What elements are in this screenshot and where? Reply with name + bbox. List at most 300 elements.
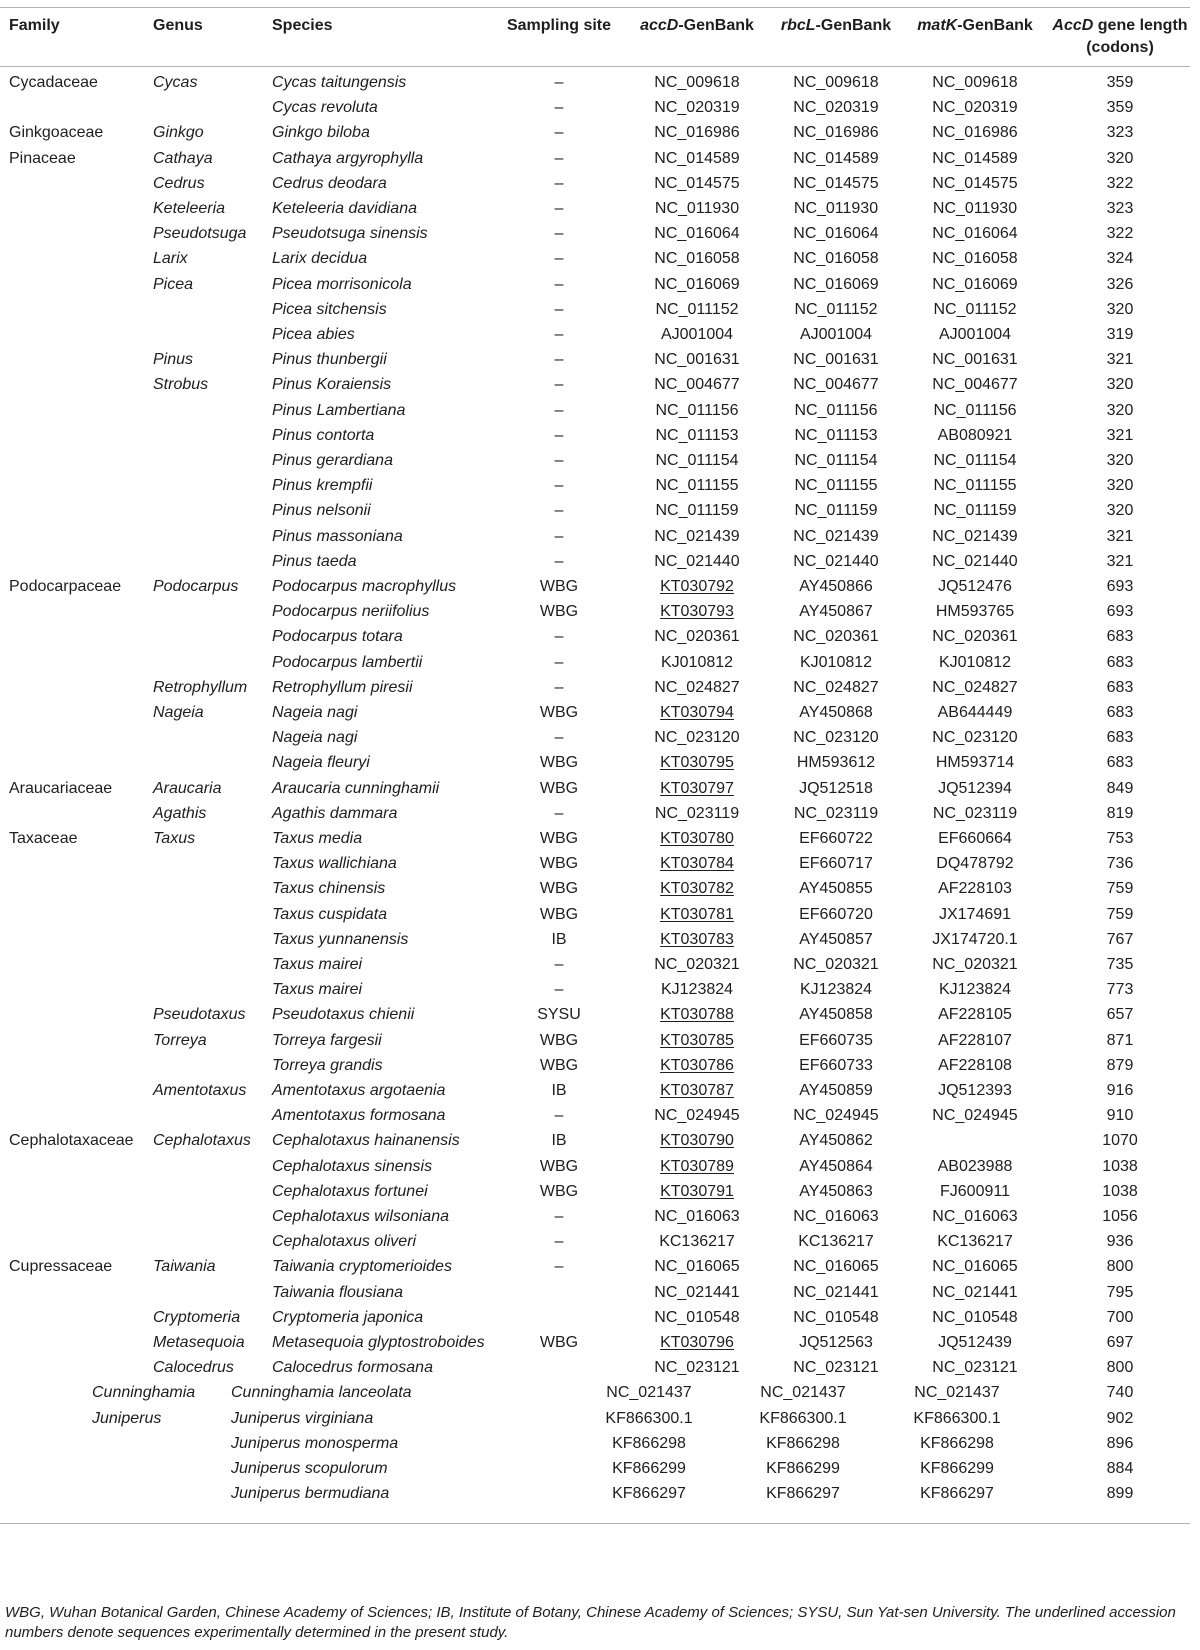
sampling-site-cell: IB (551, 1132, 567, 1150)
accd-accession-cell: NC_016069 (654, 275, 740, 293)
sampling-site-cell: – (554, 502, 564, 520)
rbcl-accession-cell: AY450859 (799, 1082, 873, 1099)
matk-accession-cell: JQ512439 (938, 1334, 1012, 1351)
accd-accession-cell: NC_011155 (655, 477, 739, 495)
accd-accession-cell: KF866299 (612, 1460, 686, 1477)
table-row (0, 826, 1190, 853)
species-cell: Pinus thunbergii (272, 351, 387, 369)
table-row (0, 1229, 1190, 1256)
sampling-site-cell: – (554, 628, 564, 646)
species-cell: Cryptomeria japonica (272, 1308, 424, 1326)
sampling-site-cell: – (554, 174, 564, 192)
table-row (0, 1305, 1190, 1332)
species-cell: Pinus taeda (272, 552, 357, 570)
accd-accession-cell: KF866298 (612, 1434, 686, 1452)
species-cell: Cycas taitungensis (272, 74, 407, 91)
family-cell: Cycadaceae (9, 74, 98, 91)
header-matk-genbank (901, 15, 1049, 36)
accd-accession-cell: KT030780 (660, 830, 734, 847)
header-gene-length-text: gene length (1093, 17, 1188, 34)
matk-accession-cell: NC_009618 (932, 74, 1018, 91)
gene-length-cell: 321 (1106, 351, 1134, 369)
gene-length-cell: 359 (1106, 74, 1134, 91)
sampling-site-cell: WBG (539, 779, 579, 797)
matk-accession-cell: KJ123824 (938, 981, 1012, 999)
table-row (0, 1355, 1190, 1382)
gene-length-cell: 657 (1106, 1006, 1134, 1024)
table-row (0, 1431, 1190, 1458)
sampling-site-cell: WBG (539, 704, 579, 721)
genus-cell: Araucaria (153, 779, 222, 797)
gene-length-cell: 819 (1106, 804, 1134, 822)
rbcl-accession-cell: NC_016986 (793, 124, 879, 142)
species-cell: Podocarpus totara (272, 628, 403, 646)
rbcl-accession-cell: EF660722 (799, 830, 873, 847)
accd-accession-cell: NC_011153 (655, 426, 739, 444)
species-cell: Juniperus virginiana (231, 1409, 374, 1427)
table-row (0, 398, 1190, 425)
gene-length-cell: 693 (1106, 578, 1134, 595)
matk-accession-cell: JX174720.1 (932, 930, 1018, 948)
genus-cell: Taxus (153, 830, 196, 847)
accd-accession-cell: NC_011152 (655, 300, 739, 318)
gene-length-cell: 773 (1106, 981, 1134, 999)
species-cell: Pinus krempfii (272, 477, 373, 495)
rbcl-accession-cell: NC_010548 (793, 1308, 879, 1326)
species-cell: Metasequoia glyptostroboides (272, 1334, 485, 1351)
rbcl-accession-cell: AY450855 (799, 880, 873, 898)
matk-accession-cell: AF228108 (938, 1056, 1012, 1074)
sampling-site-cell: – (554, 678, 564, 696)
table-row (0, 372, 1190, 399)
species-cell: Pinus nelsonii (272, 502, 371, 520)
gene-length-cell: 884 (1106, 1460, 1134, 1477)
table-row (0, 776, 1190, 803)
matk-accession-cell: NC_016065 (932, 1258, 1018, 1276)
gene-length-cell: 321 (1106, 552, 1134, 570)
table-row (0, 549, 1190, 576)
genus-cell: Larix (153, 250, 188, 268)
gene-length-cell: 683 (1106, 653, 1134, 671)
matk-accession-cell: HM593714 (935, 754, 1015, 772)
accd-accession-cell: KT030793 (660, 603, 734, 621)
table-row (0, 700, 1190, 727)
table-row (0, 1154, 1190, 1181)
genus-cell: Cathaya (153, 149, 213, 167)
sampling-site-cell: – (554, 1107, 564, 1125)
table-row (0, 952, 1190, 979)
table-row (0, 1103, 1190, 1130)
rbcl-accession-cell: HM593612 (796, 754, 876, 772)
matk-accession-cell: NC_016986 (932, 124, 1018, 142)
table-row (0, 448, 1190, 475)
species-cell: Cedrus deodara (272, 174, 387, 192)
gene-length-cell: 767 (1106, 930, 1134, 948)
sampling-site-cell: IB (551, 1082, 567, 1099)
gene-length-cell: 1056 (1102, 1208, 1138, 1225)
gene-length-cell: 795 (1106, 1283, 1134, 1301)
table-row (0, 876, 1190, 903)
sampling-site-cell: – (554, 804, 564, 822)
accd-accession-cell: KT030785 (660, 1031, 734, 1049)
species-cell: Cunninghamia lanceolata (231, 1384, 412, 1402)
gene-length-cell: 320 (1106, 300, 1134, 318)
gene-length-cell: 324 (1106, 250, 1134, 268)
top-rule (0, 7, 1190, 8)
accd-accession-cell: KT030781 (660, 905, 734, 923)
matk-accession-cell: AJ001004 (938, 326, 1012, 343)
gene-length-cell: 683 (1106, 704, 1134, 721)
table-footnote: WBG, Wuhan Botanical Garden, Chinese Academy of Sciences; IB, Institute of Botany, Chinese Academy of Sciences; SYSU, Sun Yat-sen University. The underlined accession numbers denote sequences experimentally determined in the present study. (5, 1604, 1176, 1641)
matk-accession-cell: NC_021437 (914, 1384, 1000, 1402)
species-cell: Taxus mairei (272, 981, 363, 999)
genus-cell: Cycas (153, 74, 198, 91)
gene-length-cell: 849 (1106, 779, 1134, 797)
rbcl-accession-cell: NC_024827 (793, 678, 879, 696)
genus-cell: Nageia (153, 704, 204, 721)
matk-accession-cell: JX174691 (938, 905, 1012, 923)
matk-accession-cell: JQ512476 (938, 578, 1012, 595)
matk-accession-cell: NC_021441 (932, 1283, 1018, 1301)
sampling-site-cell: WBG (539, 830, 579, 847)
rbcl-accession-cell: NC_001631 (793, 351, 879, 369)
table-row (0, 95, 1190, 122)
species-cell: Juniperus scopulorum (231, 1460, 388, 1477)
species-cell: Pinus massoniana (272, 527, 403, 545)
table-row (0, 1028, 1190, 1055)
matk-accession-cell: NC_016064 (932, 225, 1018, 243)
gene-length-cell: 800 (1106, 1359, 1134, 1377)
header-accd-genbank (623, 15, 771, 36)
accd-accession-cell: NC_010548 (654, 1308, 740, 1326)
species-cell: Taxus wallichiana (272, 855, 397, 873)
gene-length-cell: 1038 (1102, 1182, 1138, 1200)
matk-accession-cell: JQ512394 (938, 779, 1012, 797)
sampling-site-cell: WBG (539, 603, 579, 621)
rbcl-accession-cell: EF660735 (799, 1031, 873, 1049)
gene-length-cell: 899 (1106, 1485, 1134, 1503)
rbcl-accession-cell: AY450862 (799, 1132, 873, 1150)
accd-accession-cell: NC_021437 (606, 1384, 692, 1402)
rbcl-accession-cell: AY450868 (799, 704, 873, 721)
rbcl-accession-cell: NC_020361 (793, 628, 879, 646)
accd-accession-cell: NC_009618 (654, 74, 740, 91)
species-cell: Cephalotaxus oliveri (272, 1233, 417, 1251)
accd-accession-cell: KT030788 (660, 1006, 734, 1024)
matk-accession-cell: NC_020361 (932, 628, 1018, 646)
matk-accession-cell: AB023988 (937, 1157, 1013, 1175)
rbcl-accession-cell: NC_011930 (793, 200, 879, 217)
gene-length-cell: 320 (1106, 452, 1134, 469)
matk-accession-cell: JQ512393 (938, 1082, 1012, 1099)
gene-length-cell: 322 (1106, 174, 1134, 192)
gene-length-cell: 759 (1106, 880, 1134, 898)
rbcl-accession-cell: EF660733 (799, 1056, 873, 1074)
header-matk-gene: matK (917, 17, 958, 34)
table-row (0, 423, 1190, 450)
accd-accession-cell: NC_014589 (654, 149, 740, 167)
gene-length-cell: 759 (1106, 905, 1134, 923)
species-cell: Picea abies (272, 326, 355, 343)
header-species: Species (272, 17, 333, 34)
table-row (0, 171, 1190, 198)
sampling-site-cell: – (554, 981, 564, 999)
rbcl-accession-cell: AY450866 (799, 578, 873, 595)
rbcl-accession-cell: KF866297 (766, 1485, 840, 1503)
rbcl-accession-cell: AJ001004 (799, 326, 873, 343)
genus-cell: Taiwania (153, 1258, 216, 1276)
accd-accession-cell: NC_023121 (654, 1359, 740, 1377)
matk-accession-cell: EF660664 (938, 830, 1012, 847)
accd-accession-cell: NC_011154 (655, 452, 739, 469)
accd-accession-cell: KT030790 (660, 1132, 734, 1150)
gene-length-cell: 683 (1106, 754, 1134, 772)
table-row (0, 1002, 1190, 1029)
rbcl-accession-cell: AY450857 (799, 930, 873, 948)
table-row (0, 624, 1190, 651)
accd-accession-cell: NC_016065 (654, 1258, 740, 1276)
accd-accession-cell: KT030794 (660, 704, 734, 721)
table-row (0, 851, 1190, 878)
species-cell: Pinus Koraiensis (272, 376, 392, 394)
matk-accession-cell: NC_020319 (932, 99, 1018, 117)
family-cell: Taxaceae (9, 830, 78, 847)
matk-accession-cell: KF866299 (920, 1460, 994, 1477)
matk-accession-cell: NC_024827 (932, 678, 1018, 696)
table-row (0, 70, 1190, 97)
accd-accession-cell: KT030791 (660, 1182, 734, 1200)
species-cell: Nageia nagi (272, 729, 358, 747)
header-gene-length-unit: (codons) (1086, 39, 1154, 56)
rbcl-accession-cell: AY450867 (799, 603, 873, 621)
family-cell: Ginkgoaceae (9, 124, 104, 142)
bottom-rule (0, 1523, 1190, 1524)
accd-accession-cell: NC_021439 (654, 527, 740, 545)
species-cell: Cephalotaxus fortunei (272, 1182, 428, 1200)
matk-accession-cell: NC_001631 (932, 351, 1018, 369)
gene-length-cell: 753 (1106, 830, 1134, 847)
rbcl-accession-cell: NC_020319 (793, 99, 879, 117)
header-gene-length (1040, 15, 1200, 36)
table-row (0, 1380, 1190, 1407)
rbcl-accession-cell: NC_011155 (794, 477, 878, 495)
table-row (0, 1078, 1190, 1105)
sampling-site-cell: WBG (539, 754, 579, 772)
gene-length-cell: 320 (1106, 401, 1134, 419)
gene-length-cell: 683 (1106, 678, 1134, 696)
genus-cell: Retrophyllum (153, 678, 248, 696)
rbcl-accession-cell: NC_021440 (793, 552, 879, 570)
species-cell: Podocarpus neriifolius (272, 603, 430, 621)
sampling-site-cell: – (554, 653, 564, 671)
rbcl-accession-cell: NC_016063 (793, 1208, 879, 1225)
rbcl-accession-cell: NC_011159 (794, 502, 878, 520)
species-cell: Juniperus monosperma (231, 1434, 399, 1452)
family-cell: Pinaceae (9, 149, 76, 167)
genus-cell: Metasequoia (153, 1334, 245, 1351)
genus-cell: Podocarpus (153, 578, 239, 595)
sampling-site-cell: – (554, 426, 564, 444)
accd-accession-cell: KT030784 (660, 855, 734, 873)
table-row (0, 801, 1190, 828)
table-row (0, 473, 1190, 500)
matk-accession-cell: KF866297 (920, 1485, 994, 1503)
table-row (0, 1456, 1190, 1483)
rbcl-accession-cell: NC_014589 (793, 149, 879, 167)
sampling-site-cell: SYSU (537, 1006, 581, 1024)
table-row (0, 1406, 1190, 1433)
rbcl-accession-cell: NC_011153 (794, 426, 878, 444)
gene-length-cell: 902 (1106, 1409, 1134, 1427)
rbcl-accession-cell: NC_023120 (793, 729, 879, 747)
header-family: Family (9, 17, 60, 34)
rbcl-accession-cell: EF660717 (799, 855, 873, 873)
table-row (0, 297, 1190, 324)
genus-cell: Keteleeria (153, 200, 226, 217)
matk-accession-cell: FJ600911 (940, 1182, 1010, 1200)
sampling-site-cell: WBG (539, 880, 579, 898)
sampling-site-cell: WBG (539, 1031, 579, 1049)
species-cell: Taiwania flousiana (272, 1283, 404, 1301)
matk-accession-cell: NC_020321 (932, 956, 1018, 973)
rbcl-accession-cell: NC_021437 (760, 1384, 846, 1402)
accd-accession-cell: KC136217 (659, 1233, 735, 1251)
accd-accession-cell: KT030782 (660, 880, 734, 898)
sampling-site-cell: – (554, 477, 564, 495)
species-cell: Cathaya argyrophylla (272, 149, 424, 167)
species-cell: Ginkgo biloba (272, 124, 370, 142)
table-row (0, 196, 1190, 223)
table-row (0, 1053, 1190, 1080)
header-sampling-site: Sampling site (506, 17, 612, 34)
matk-accession-cell: HM593765 (935, 603, 1015, 621)
sampling-site-cell: – (554, 275, 564, 293)
sampling-site-cell: – (554, 452, 564, 469)
gene-length-cell: 896 (1106, 1434, 1134, 1452)
table-row (0, 675, 1190, 702)
accd-accession-cell: NC_001631 (654, 351, 740, 369)
matk-accession-cell: NC_016069 (932, 275, 1018, 293)
rbcl-accession-cell: NC_011156 (794, 401, 878, 419)
sampling-site-cell: – (554, 1208, 564, 1225)
species-cell: Pinus gerardiana (272, 452, 393, 469)
species-cell: Cycas revoluta (272, 99, 378, 117)
matk-accession-cell: AB644449 (937, 704, 1013, 721)
sampling-site-cell: – (554, 124, 564, 142)
gene-length-cell: 321 (1106, 426, 1134, 444)
table-row (0, 725, 1190, 752)
gene-length-cell: 323 (1106, 200, 1134, 217)
gene-length-cell: 871 (1106, 1031, 1134, 1049)
table-row (0, 347, 1190, 374)
rbcl-accession-cell: KC136217 (798, 1233, 874, 1251)
sampling-site-cell: WBG (539, 1334, 579, 1351)
species-cell: Taxus chinensis (272, 880, 386, 898)
accd-accession-cell: NC_016063 (654, 1208, 740, 1225)
sampling-site-cell: WBG (539, 1157, 579, 1175)
genus-cell: Cryptomeria (153, 1308, 241, 1326)
header-rbcl-gene: rbcL (780, 17, 816, 34)
species-cell: Pseudotaxus chienii (272, 1006, 415, 1024)
genus-cell: Amentotaxus (153, 1082, 247, 1099)
accd-accession-cell: KT030797 (660, 779, 734, 797)
gene-length-cell: 319 (1106, 326, 1134, 343)
family-cell: Araucariaceae (9, 779, 113, 797)
table-row (0, 322, 1190, 349)
genus-cell: Cedrus (153, 174, 205, 192)
accd-accession-cell: NC_020361 (654, 628, 740, 646)
gene-length-cell: 740 (1106, 1384, 1134, 1402)
species-cell: Keteleeria davidiana (272, 200, 417, 217)
accd-accession-cell: NC_016058 (654, 250, 740, 268)
gene-length-cell: 910 (1106, 1107, 1134, 1125)
matk-accession-cell: NC_011159 (933, 502, 1017, 520)
species-cell: Podocarpus macrophyllus (272, 578, 457, 595)
species-cell: Cephalotaxus hainanensis (272, 1132, 460, 1150)
rbcl-accession-cell: KF866300.1 (759, 1409, 847, 1427)
gene-length-cell: 736 (1106, 855, 1134, 873)
species-cell: Taxus media (272, 830, 363, 847)
matk-accession-cell: AB080921 (937, 426, 1013, 444)
genus-cell: Cunninghamia (92, 1384, 196, 1402)
gene-length-cell: 1070 (1102, 1132, 1138, 1150)
gene-length-cell: 320 (1106, 502, 1134, 520)
table-row (0, 750, 1190, 777)
accd-accession-cell: NC_024945 (654, 1107, 740, 1125)
sampling-site-cell: – (554, 149, 564, 167)
matk-accession-cell: NC_014575 (932, 174, 1018, 192)
sampling-site-cell: – (554, 552, 564, 570)
sampling-site-cell: IB (551, 930, 567, 948)
accd-accession-cell: NC_021440 (654, 552, 740, 570)
accd-accession-cell: KT030796 (660, 1334, 734, 1351)
accd-accession-cell: NC_023120 (654, 729, 740, 747)
rbcl-accession-cell: NC_016058 (793, 250, 879, 268)
sampling-site-cell: – (554, 956, 564, 973)
genus-cell: Agathis (153, 804, 207, 822)
accd-accession-cell: NC_021441 (654, 1283, 740, 1301)
matk-accession-cell: NC_011156 (933, 401, 1017, 419)
genus-cell: Cephalotaxus (153, 1132, 251, 1150)
accd-accession-cell: KJ010812 (660, 653, 734, 671)
species-cell: Cephalotaxus sinensis (272, 1157, 433, 1175)
table-row (0, 272, 1190, 299)
matk-accession-cell: KF866300.1 (913, 1409, 1001, 1427)
gene-length-cell: 1038 (1102, 1157, 1138, 1175)
gene-length-cell: 700 (1106, 1308, 1134, 1326)
accd-accession-cell: NC_014575 (654, 174, 740, 192)
species-cell: Podocarpus lambertii (272, 653, 423, 671)
accd-accession-cell: NC_011156 (655, 401, 739, 419)
gene-length-cell: 936 (1106, 1233, 1134, 1251)
rbcl-accession-cell: NC_014575 (793, 174, 879, 192)
accd-accession-cell: KT030783 (660, 930, 734, 948)
table-row (0, 1128, 1190, 1155)
table-row (0, 927, 1190, 954)
rbcl-accession-cell: NC_009618 (793, 74, 879, 91)
matk-accession-cell: NC_014589 (932, 149, 1018, 167)
species-cell: Cephalotaxus wilsoniana (272, 1208, 449, 1225)
gene-length-cell: 320 (1106, 477, 1134, 495)
rbcl-accession-cell: JQ512518 (799, 779, 873, 797)
genus-cell: Strobus (153, 376, 209, 394)
table-row (0, 246, 1190, 273)
table-row (0, 524, 1190, 551)
rbcl-accession-cell: NC_021441 (793, 1283, 879, 1301)
accd-accession-cell: NC_011930 (654, 200, 740, 217)
gene-length-cell: 697 (1106, 1334, 1134, 1351)
gene-length-cell: 326 (1106, 275, 1134, 293)
